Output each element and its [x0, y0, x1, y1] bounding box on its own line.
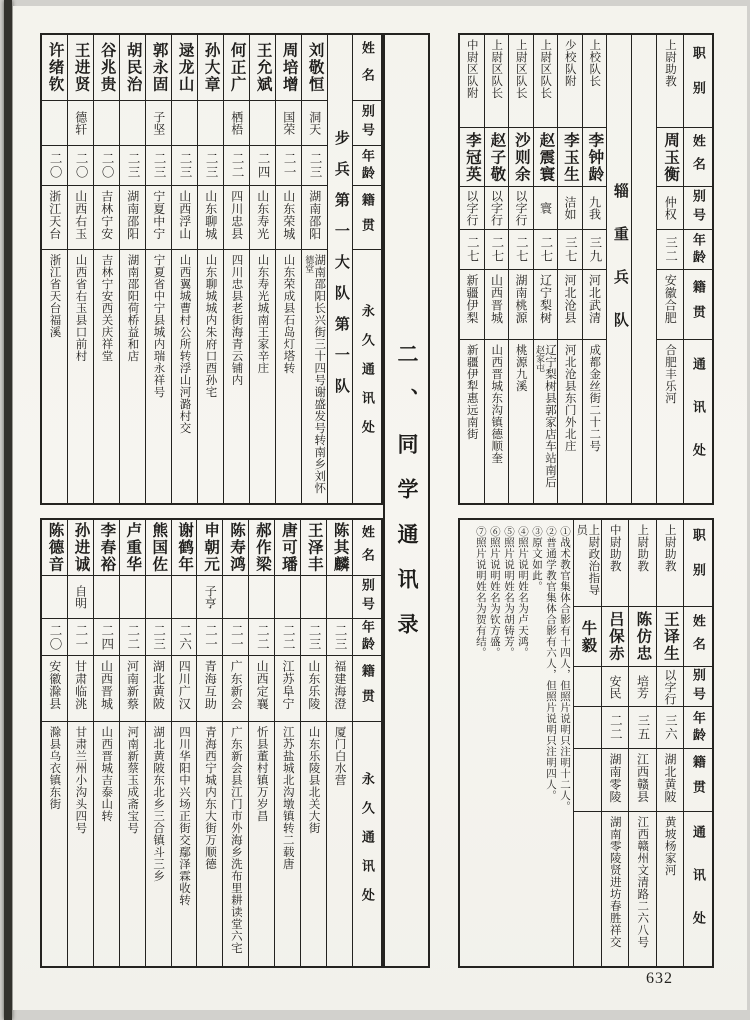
officer-column — [557, 35, 582, 503]
person-origin: 山西浮山 — [172, 186, 197, 250]
person-origin: 四川广汉 — [172, 656, 197, 722]
header-name: 姓名 — [353, 520, 381, 576]
person-age: 二一 — [276, 146, 301, 186]
person-alias: 自明 — [68, 576, 93, 619]
person-age: 二三 — [198, 146, 223, 186]
person-origin: 甘肃临洮 — [68, 656, 93, 722]
bottom-right-officer-columns — [573, 520, 683, 966]
person-alias — [42, 576, 67, 619]
person-origin: 宁夏中宁 — [146, 186, 171, 250]
person-name: 逯龙山 — [172, 35, 197, 101]
section-title: 二、同学通讯录 — [395, 343, 419, 658]
person-column — [93, 520, 119, 966]
person-column — [119, 520, 145, 966]
person-contact: 甘肃兰州小沟头四号 — [74, 726, 87, 834]
officer-name: 陈仿忠 — [629, 607, 656, 667]
officer-alias — [574, 667, 601, 707]
person-alias — [223, 576, 248, 619]
person-name: 刘敬恒 — [302, 35, 327, 101]
person-origin: 青海互助 — [197, 656, 222, 722]
officer-contact: 成都金丝街二十二号 — [588, 344, 601, 452]
scan-spine-shadow — [4, 0, 12, 1020]
aide-contact: 合肥丰乐河 — [664, 344, 677, 404]
person-origin: 湖南邵阳 — [302, 186, 327, 250]
person-origin: 湖北黄陂 — [146, 656, 171, 722]
person-contact: 山东聊城城内朱府口酉孙宅 — [204, 254, 217, 398]
officer-column — [656, 520, 684, 966]
infantry-unit-label: 步兵第一大队第一队 — [332, 129, 349, 409]
empty-column — [631, 35, 656, 503]
left-header-column — [352, 35, 381, 503]
infantry-unit-column — [327, 35, 352, 503]
top-right-officer-columns — [460, 35, 606, 503]
officer-column — [460, 35, 484, 503]
officer-column — [574, 520, 601, 966]
person-contact: 四川华阳中兴场正街交鄢泽霖收转 — [178, 726, 191, 906]
aide-origin: 安徽合肥 — [657, 270, 683, 340]
person-origin: 江苏阜宁 — [275, 656, 300, 722]
person-name: 王进贤 — [68, 35, 93, 101]
person-contact: 江苏盐城北沟墩镇转二载唐 — [281, 726, 294, 870]
person-contact: 广东新会县江门市外海乡洗布里耕读堂六宅 — [229, 726, 242, 954]
officer-name: 李钟龄 — [583, 128, 607, 187]
officer-origin: 江西赣县 — [629, 749, 656, 812]
person-column — [171, 35, 197, 503]
person-contact: 湖南邵阳长兴街三十四号谢盛发号转南乡刘怀 德堂 — [304, 254, 326, 494]
person-column — [145, 35, 171, 503]
person-origin: 浙江天台 — [42, 186, 67, 250]
person-origin: 四川忠县 — [224, 186, 249, 250]
officer-duty: 上尉助教 — [657, 520, 684, 607]
person-age: 二二 — [275, 619, 300, 656]
person-name: 陈寿鸿 — [223, 520, 248, 576]
person-contact: 山西晋城吉泰山转 — [100, 726, 113, 822]
person-age: 二四 — [250, 146, 275, 186]
officer-origin: 河北沧县 — [558, 270, 582, 340]
officer-duty: 上尉区队长 — [509, 35, 533, 128]
officer-origin: 山西晋城 — [485, 270, 509, 340]
page-number: 632 — [646, 970, 673, 987]
officer-alias: 安民 — [602, 667, 629, 707]
person-age: 二三 — [302, 146, 327, 186]
person-name: 卢重华 — [120, 520, 145, 576]
person-origin: 安徽滁县 — [42, 656, 67, 722]
officer-age: 三五 — [629, 707, 656, 749]
person-contact: 山东乐陵县北关大街 — [307, 726, 320, 834]
aide-alias: 仲权 — [657, 187, 683, 230]
officer-name: 李冠英 — [460, 128, 484, 187]
officer-age: 三六 — [657, 707, 684, 749]
officer-contact — [574, 812, 601, 966]
officer-duty: 上尉区队长 — [534, 35, 558, 128]
person-column — [67, 35, 93, 503]
footnote-line: ⑤照片说明姓名为胡铸芳。 — [502, 526, 514, 658]
person-contact: 浙江省天台福溪 — [48, 254, 61, 338]
person-alias — [249, 576, 274, 619]
header-contact: 通讯处 — [690, 824, 706, 954]
person-origin: 山西定襄 — [249, 656, 274, 722]
person-column — [301, 35, 327, 503]
header-name: 姓名 — [684, 607, 712, 667]
officer-age: 三九 — [583, 230, 607, 270]
person-column — [196, 520, 222, 966]
person-column — [93, 35, 119, 503]
person-name: 郭永固 — [146, 35, 171, 101]
person-column — [300, 520, 326, 966]
officer-origin: 河北武清 — [583, 270, 607, 340]
header-alias: 别号 — [684, 667, 712, 707]
officer-duty: 中尉区队附 — [460, 35, 484, 128]
person-age: 二一 — [197, 619, 222, 656]
footnote-line: ①战术教官集体合影有十四人，但照片说明只注明十二人。 — [559, 526, 570, 812]
officer-contact: 桃源九溪 — [514, 344, 527, 392]
person-name: 申朝元 — [197, 520, 222, 576]
person-contact: 四川忠县老街海青云铺内 — [230, 254, 243, 386]
officer-duty: 上尉区队长 — [485, 35, 509, 128]
officer-contact: 湖南零陵贤进坊春胜祥交 — [608, 816, 621, 948]
person-contact: 忻县董村镇万岁昌 — [255, 726, 268, 822]
officer-origin: 湖南桃源 — [509, 270, 533, 340]
officer-age: 二二 — [602, 707, 629, 749]
officer-duty: 少校队附 — [558, 35, 582, 128]
person-column — [42, 520, 67, 966]
officer-contact: 山西晋城东沟镇德顺奎 — [490, 344, 503, 464]
person-contact: 山西省右玉县口前村 — [74, 254, 87, 362]
officer-column — [601, 520, 629, 966]
person-age: 二二 — [120, 619, 145, 656]
header-origin: 籍贯 — [353, 186, 381, 250]
person-contact: 宁夏省中宁县城内瑞永祥号 — [152, 254, 165, 398]
officer-contact: 江西赣州文清路二六八号 — [636, 816, 649, 948]
person-age: 二二 — [224, 146, 249, 186]
person-column — [249, 35, 275, 503]
officer-contact: 新疆伊犁惠远南街 — [465, 344, 478, 440]
person-origin: 山东聊城 — [198, 186, 223, 250]
officer-alias: 以字行 — [509, 187, 533, 230]
person-name: 王允斌 — [250, 35, 275, 101]
officer-name: 牛毅 — [574, 607, 601, 667]
officer-contact: 黄坡杨家河 — [663, 816, 676, 876]
person-name: 孙进诚 — [68, 520, 93, 576]
officer-alias: 寰 — [534, 187, 558, 230]
person-contact: 青海西宁城内东大街万顺德 — [203, 726, 216, 870]
header-contact: 永久通讯处 — [359, 304, 375, 449]
person-column — [326, 520, 352, 966]
person-name: 李春裕 — [94, 520, 119, 576]
person-alias — [146, 576, 171, 619]
person-contact: 山东荣成县石岛灯塔转 — [282, 254, 295, 374]
person-column — [67, 520, 93, 966]
person-name: 孙大章 — [198, 35, 223, 101]
person-age: 二三 — [301, 619, 326, 656]
person-age: 二三 — [146, 619, 171, 656]
footnote-line: ⑦照片说明姓名为贺有结。 — [474, 526, 486, 658]
officer-name: 王译生 — [657, 607, 684, 667]
person-alias — [172, 576, 197, 619]
person-column — [275, 35, 301, 503]
footnote-line: ②普通学教官集体合影有六人，但照片说明只注明四人。 — [544, 526, 556, 801]
person-name: 何正广 — [224, 35, 249, 101]
officer-origin — [574, 749, 601, 812]
header-origin: 籍贯 — [353, 656, 381, 722]
person-alias — [120, 576, 145, 619]
person-alias — [94, 576, 119, 619]
top-left-people-columns — [42, 35, 327, 503]
officer-name: 沙则余 — [509, 128, 533, 187]
header-age: 年龄 — [684, 230, 712, 270]
officer-duty: 上校队长 — [583, 35, 607, 128]
bottom-left-table — [40, 518, 383, 968]
person-column — [145, 520, 171, 966]
officer-origin: 辽宁梨树 — [534, 270, 558, 340]
top-right-table — [458, 33, 714, 505]
top-left-table — [40, 33, 383, 505]
person-contact: 厦门白水营 — [333, 726, 346, 786]
person-age: 二一 — [223, 619, 248, 656]
officer-column — [582, 35, 607, 503]
right-header-column — [683, 520, 712, 966]
person-name: 许绪钦 — [42, 35, 67, 101]
empty-cell — [632, 35, 656, 503]
person-age: 二〇 — [42, 619, 67, 656]
person-alias — [250, 101, 275, 146]
officer-column — [628, 520, 656, 966]
person-origin: 广东新会 — [223, 656, 248, 722]
person-age: 二二 — [249, 619, 274, 656]
person-alias: 子坚 — [146, 101, 171, 146]
person-alias — [198, 101, 223, 146]
bottom-left-people-columns — [42, 520, 352, 966]
person-origin: 吉林宁安 — [94, 186, 119, 250]
person-alias: 洞天 — [302, 101, 327, 146]
header-alias: 别号 — [353, 576, 381, 619]
person-contact: 吉林宁安西关庆祥堂 — [100, 254, 113, 362]
aide-column — [656, 35, 683, 503]
person-alias: 子亨 — [197, 576, 222, 619]
person-alias — [172, 101, 197, 146]
officer-alias: 九我 — [583, 187, 607, 230]
person-name: 陈德音 — [42, 520, 67, 576]
person-name: 唐可璠 — [275, 520, 300, 576]
person-origin: 河南新蔡 — [120, 656, 145, 722]
aide-age: 三二 — [657, 230, 683, 270]
person-alias: 栖梧 — [224, 101, 249, 146]
person-contact: 河南新蔡玉成斋宝号 — [126, 726, 139, 834]
bottom-right-table — [458, 518, 714, 968]
person-name: 王泽丰 — [301, 520, 326, 576]
person-column — [223, 35, 249, 503]
footnote-line: ④照片说明姓名为卢天鸿。 — [516, 526, 528, 658]
officer-age: 二七 — [485, 230, 509, 270]
officer-origin: 新疆伊梨 — [460, 270, 484, 340]
person-origin: 山东乐陵 — [301, 656, 326, 722]
person-column — [197, 35, 223, 503]
right-header-column — [683, 35, 712, 503]
header-origin: 籍贯 — [684, 270, 712, 340]
header-age: 年龄 — [684, 707, 712, 749]
officer-origin: 湖南零陵 — [602, 749, 629, 812]
person-column — [42, 35, 67, 503]
person-origin: 山东荣城 — [276, 186, 301, 250]
person-contact: 山东寿光城南王家辛庄 — [256, 254, 269, 374]
person-age: 二三 — [172, 146, 197, 186]
officer-duty: 中尉助教 — [602, 520, 629, 607]
person-age: 二〇 — [68, 146, 93, 186]
person-origin: 湖南邵阳 — [120, 186, 145, 250]
officer-name: 赵子敬 — [485, 128, 509, 187]
person-name: 谢鹤年 — [172, 520, 197, 576]
person-alias — [94, 101, 119, 146]
officer-age — [574, 707, 601, 749]
officer-duty: 上尉政治指导员 — [574, 520, 601, 607]
person-alias — [42, 101, 67, 146]
officer-age: 二七 — [460, 230, 484, 270]
header-name: 姓名 — [684, 128, 712, 187]
person-age: 二六 — [172, 619, 197, 656]
officer-alias: 以字行 — [657, 667, 684, 707]
header-alias: 别号 — [353, 101, 381, 146]
person-origin: 福建海澄 — [327, 656, 352, 722]
header-age: 年龄 — [353, 146, 381, 186]
officer-age: 三七 — [558, 230, 582, 270]
header-origin: 籍贯 — [684, 749, 712, 812]
transport-unit-column — [606, 35, 631, 503]
aide-name: 周玉衡 — [657, 128, 683, 187]
person-origin: 山西晋城 — [94, 656, 119, 722]
officer-contact: 河北沧县东门外北庄 — [563, 344, 576, 452]
person-alias: 德轩 — [68, 101, 93, 146]
footnote-line: ⑥照片说明姓名为钦方盛。 — [488, 526, 500, 658]
header-contact: 通讯处 — [690, 357, 706, 486]
officer-contact: 辽宁梨树县郭家店车站南后 赵家屯 — [534, 344, 556, 488]
person-contact: 湖南邵阳荷桥益和店 — [126, 254, 139, 362]
person-age: 二四 — [94, 619, 119, 656]
person-alias: 国荣 — [276, 101, 301, 146]
officer-name: 赵震寰 — [534, 128, 558, 187]
person-alias — [275, 576, 300, 619]
officer-column — [508, 35, 533, 503]
officer-column — [484, 35, 509, 503]
officer-alias: 洁如 — [558, 187, 582, 230]
person-column — [274, 520, 300, 966]
person-column — [119, 35, 145, 503]
person-name: 陈其麟 — [327, 520, 352, 576]
officer-column — [533, 35, 558, 503]
person-age: 二三 — [327, 619, 352, 656]
person-age: 二〇 — [42, 146, 67, 186]
header-age: 年龄 — [353, 619, 381, 656]
header-alias: 别号 — [684, 187, 712, 230]
officer-alias: 培芳 — [629, 667, 656, 707]
section-title-strip — [383, 33, 430, 968]
person-alias — [120, 101, 145, 146]
person-alias — [327, 576, 352, 619]
left-header-column — [352, 520, 381, 966]
aide-duty: 上尉助教 — [657, 35, 683, 128]
person-name: 胡民治 — [120, 35, 145, 101]
person-column — [222, 520, 248, 966]
header-name: 姓名 — [353, 35, 381, 101]
person-column — [248, 520, 274, 966]
person-origin: 山东寿光 — [250, 186, 275, 250]
person-alias — [301, 576, 326, 619]
person-name: 郝作梁 — [249, 520, 274, 576]
person-name: 周培增 — [276, 35, 301, 101]
person-contact: 山西翼城曹村公所转浮山河潞村交 — [178, 254, 191, 434]
footnote-line: ③原文如此。 — [530, 526, 542, 592]
officer-age: 二七 — [509, 230, 533, 270]
person-contact: 湖北黄陂东北乡三合镇斗三乡 — [152, 726, 165, 882]
officer-alias: 以字行 — [485, 187, 509, 230]
person-age: 二〇 — [94, 146, 119, 186]
officer-age: 二七 — [534, 230, 558, 270]
person-contact: 滁县乌衣镇东街 — [48, 726, 61, 810]
officer-name: 李玉生 — [558, 128, 582, 187]
header-duty: 职别 — [684, 520, 712, 607]
person-age: 二三 — [146, 146, 171, 186]
person-age: 二一 — [68, 619, 93, 656]
person-origin: 山西右玉 — [68, 186, 93, 250]
officer-duty: 上尉助教 — [629, 520, 656, 607]
person-name: 谷兆贵 — [94, 35, 119, 101]
person-age: 二三 — [120, 146, 145, 186]
transport-unit-label: 辎重兵队 — [611, 183, 628, 355]
person-name: 熊国佐 — [146, 520, 171, 576]
header-duty: 职别 — [684, 35, 712, 128]
footnotes-cell — [460, 520, 573, 966]
officer-origin: 湖北黄陂 — [657, 749, 684, 812]
header-contact: 永久通讯处 — [359, 771, 375, 917]
officer-alias: 以字行 — [460, 187, 484, 230]
person-column — [171, 520, 197, 966]
officer-name: 吕保赤 — [602, 607, 629, 667]
